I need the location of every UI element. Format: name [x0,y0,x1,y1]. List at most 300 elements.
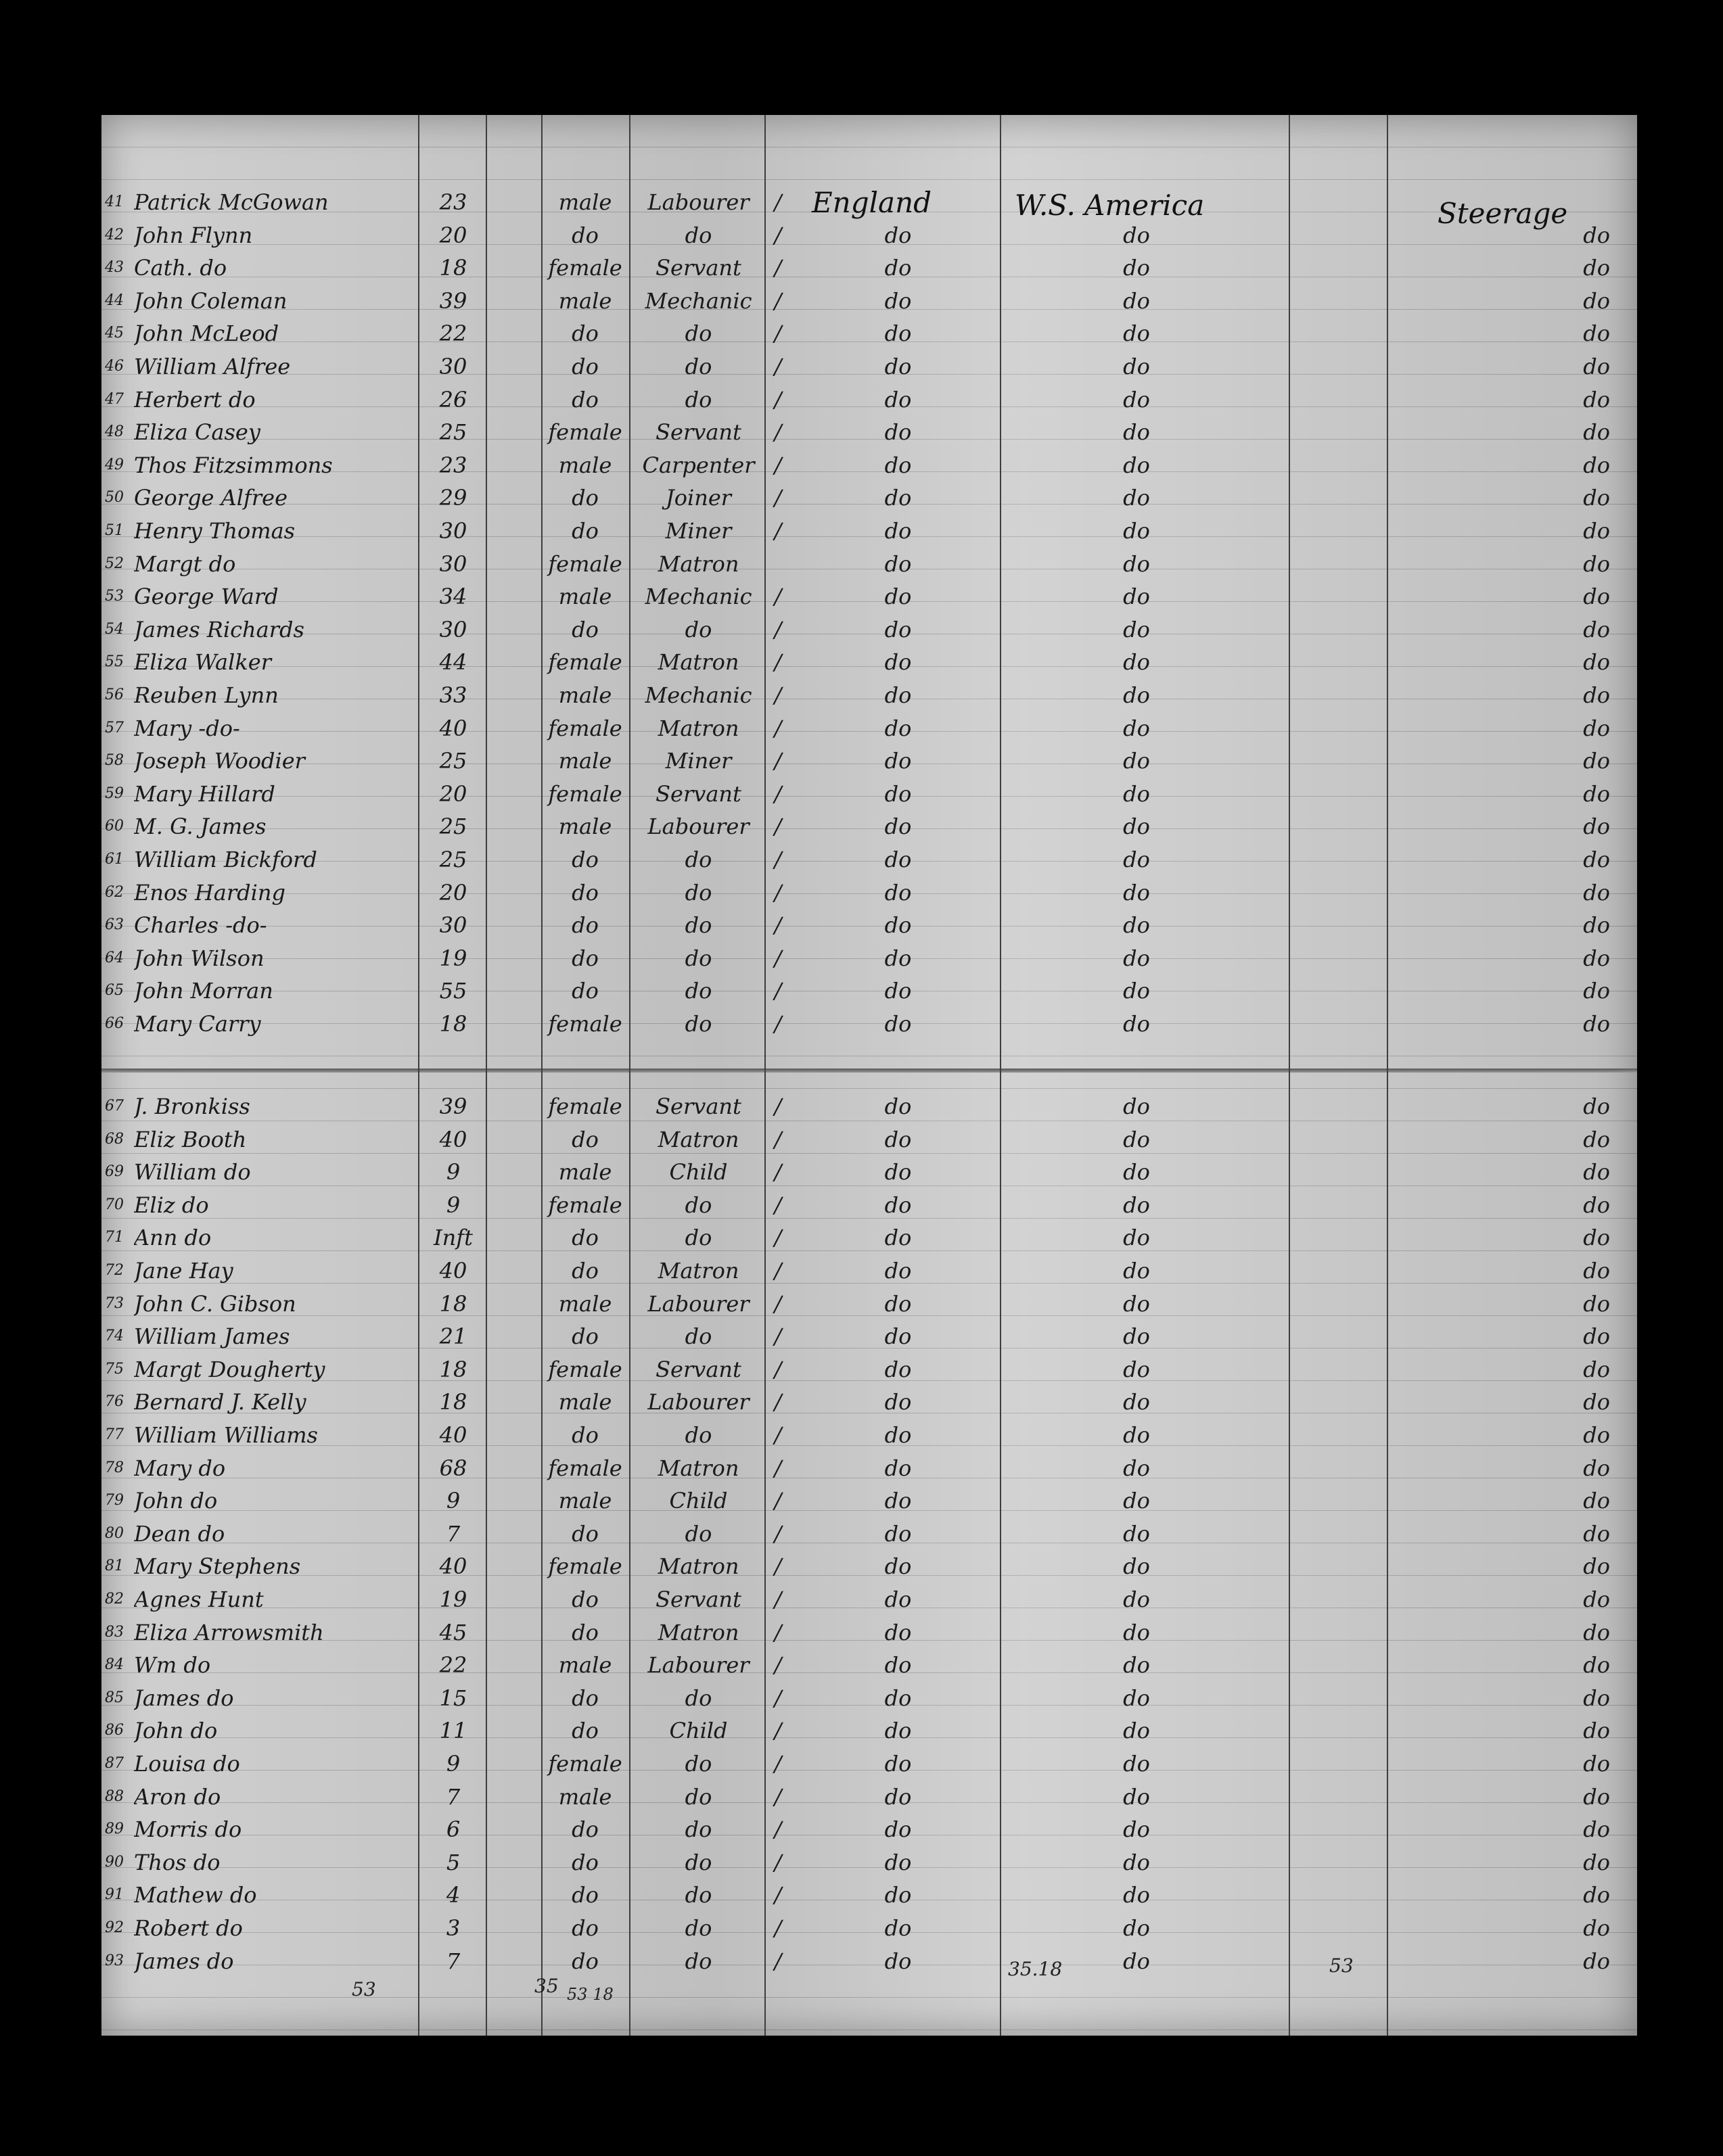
passenger-country: do [884,222,912,248]
passenger-occupation: Labourer [647,1291,750,1317]
passenger-sex: do [572,978,599,1004]
passenger-name: Enos Harding [134,880,285,906]
check-mark: / [774,1718,782,1743]
passenger-occupation: do [685,1225,712,1250]
passenger-age: 30 [439,551,467,577]
passenger-class: do [1583,1685,1610,1711]
passenger-name: John Morran [134,978,273,1004]
passenger-country: do [884,518,912,544]
table-row [0,1090,1723,1123]
passenger-occupation: Matron [658,1620,739,1645]
table-row [0,350,1723,383]
passenger-sex: do [572,1258,599,1284]
row-number: 74 [105,1328,124,1344]
passenger-class: do [1583,1587,1610,1612]
passenger-class: do [1583,814,1610,839]
passenger-destination: do [1123,1553,1150,1579]
row-number: 93 [105,1952,124,1969]
passenger-age: 25 [439,419,467,445]
passenger-destination: do [1123,1094,1150,1119]
passenger-destination: do [1123,387,1150,413]
row-number: 47 [105,391,124,408]
passenger-occupation: Servant [656,255,741,281]
passenger-destination: do [1123,551,1150,577]
check-mark: / [774,419,782,445]
passenger-destination: do [1123,321,1150,346]
passenger-age: 18 [439,1357,467,1382]
table-row [0,1945,1723,1977]
passenger-sex: male [558,288,612,314]
passenger-occupation: do [685,1850,712,1875]
passenger-name: Louisa do [134,1751,240,1777]
table-row [0,1255,1723,1287]
passenger-destination: do [1123,1521,1150,1547]
passenger-sex: male [558,1488,612,1514]
passenger-sex: male [558,1784,612,1810]
passenger-occupation: Miner [665,748,732,774]
table-row [0,1386,1723,1418]
passenger-name: Herbert do [134,387,256,413]
table-row [0,580,1723,613]
passenger-name: John Wilson [134,945,265,971]
passenger-sex: male [558,814,612,839]
row-number: 60 [105,818,124,835]
passenger-destination: do [1123,354,1150,379]
tally-note: 35.18 [1008,1958,1063,1980]
row-number: 91 [105,1886,124,1903]
passenger-name: Joseph Woodier [134,748,305,774]
row-number: 88 [105,1788,124,1805]
check-mark: / [774,584,782,609]
table-row [0,909,1723,941]
passenger-sex: female [548,255,622,281]
passenger-occupation: do [685,978,712,1004]
passenger-sex: do [572,1718,599,1743]
passenger-destination: do [1123,912,1150,938]
passenger-sex: female [548,1357,622,1382]
table-row [0,679,1723,711]
table-row [0,646,1723,678]
passenger-occupation: Servant [656,1094,741,1119]
passenger-destination: do [1123,1817,1150,1842]
passenger-country: do [884,814,912,839]
passenger-country: do [884,1192,912,1218]
table-row [0,942,1723,975]
passenger-age: 18 [439,1011,467,1037]
row-number: 49 [105,456,124,473]
passenger-occupation: do [685,912,712,938]
passenger-occupation: Child [669,1488,728,1514]
table-row [0,745,1723,777]
passenger-class: do [1583,485,1610,511]
passenger-sex: male [558,452,612,478]
passenger-destination: do [1123,1422,1150,1448]
check-mark: / [774,1192,782,1218]
passenger-destination: do [1123,1718,1150,1743]
passenger-destination: do [1123,288,1150,314]
passenger-sex: do [572,1620,599,1645]
passenger-class: do [1583,1948,1610,1974]
check-mark: / [774,1685,782,1711]
table-row [0,810,1723,843]
table-row [0,219,1723,252]
passenger-country: do [884,354,912,379]
passenger-sex: male [558,1291,612,1317]
passenger-occupation: do [685,1323,712,1349]
row-number: 84 [105,1656,124,1673]
passenger-country: do [884,847,912,872]
table-row [0,1550,1723,1583]
passenger-country: do [884,1915,912,1941]
passenger-destination: do [1123,1882,1150,1908]
row-number: 79 [105,1492,124,1509]
passenger-sex: do [572,1685,599,1711]
passenger-country: do [884,1652,912,1678]
passenger-name: Robert do [134,1915,243,1941]
check-mark: / [774,814,782,839]
passenger-name: Margt Dougherty [134,1357,325,1382]
passenger-name: Jane Hay [134,1258,233,1284]
passenger-country: do [884,1323,912,1349]
check-mark: / [774,1291,782,1317]
table-row [0,1616,1723,1649]
row-number: 63 [105,916,124,933]
passenger-age: Inft [434,1225,473,1250]
passenger-occupation: do [685,1915,712,1941]
passenger-class: do [1583,1850,1610,1875]
passenger-destination: do [1123,1011,1150,1037]
passenger-country: do [884,1685,912,1711]
row-number: 77 [105,1426,124,1443]
passenger-class: do [1583,912,1610,938]
passenger-age: 30 [439,617,467,642]
passenger-sex: female [548,1011,622,1037]
table-row [0,975,1723,1007]
passenger-class: do [1583,288,1610,314]
passenger-name: Mary Hillard [134,781,275,807]
row-number: 71 [105,1229,124,1246]
passenger-age: 68 [439,1455,467,1481]
passenger-name: James do [134,1685,234,1711]
passenger-destination: do [1123,716,1150,741]
passenger-occupation: do [685,945,712,971]
row-number: 78 [105,1459,124,1476]
passenger-country: do [884,912,912,938]
passenger-age: 25 [439,748,467,774]
passenger-name: John Coleman [134,288,288,314]
check-mark: / [774,912,782,938]
passenger-country: do [884,978,912,1004]
table-row [0,1879,1723,1911]
passenger-occupation: do [685,321,712,346]
passenger-destination: do [1123,1291,1150,1317]
passenger-sex: do [572,1521,599,1547]
passenger-sex: do [572,1587,599,1612]
passenger-name: Eliza Casey [134,419,260,445]
row-number: 43 [105,259,124,276]
passenger-occupation: Miner [665,518,732,544]
passenger-age: 7 [446,1784,461,1810]
passenger-country: do [884,748,912,774]
passenger-destination: do [1123,1389,1150,1415]
table-row [0,186,1723,218]
passenger-occupation: do [685,617,712,642]
passenger-name: Eliza Walker [134,649,271,675]
passenger-name: John McLeod [134,321,279,346]
passenger-country [802,186,994,218]
passenger-sex: do [572,354,599,379]
passenger-class: do [1583,880,1610,906]
country-header: England [812,186,932,219]
passenger-name: James Richards [134,617,304,642]
row-number: 65 [105,982,124,999]
passenger-class: do [1583,748,1610,774]
passenger-occupation: Matron [658,551,739,577]
passenger-age: 30 [439,518,467,544]
passenger-destination: do [1123,1948,1150,1974]
passenger-class: do [1583,551,1610,577]
passenger-destination: do [1123,1455,1150,1481]
check-mark: / [774,1620,782,1645]
check-mark: / [774,1784,782,1810]
check-mark: / [774,945,782,971]
passenger-class: do [1583,419,1610,445]
passenger-sex: do [572,847,599,872]
passenger-destination: do [1123,1192,1150,1218]
passenger-class: do [1583,1159,1610,1185]
check-mark: / [774,649,782,675]
passenger-name: Mary Carry [134,1011,261,1037]
passenger-age: 3 [446,1915,461,1941]
passenger-name: Thos do [134,1850,221,1875]
passenger-age: 40 [439,1422,467,1448]
passenger-sex: female [548,649,622,675]
passenger-name: Mary do [134,1455,226,1481]
table-row [0,1221,1723,1254]
passenger-class: do [1583,518,1610,544]
passenger-country: do [884,682,912,708]
passenger-name: Aron do [134,1784,221,1810]
passenger-sex: do [572,321,599,346]
passenger-destination: do [1123,1488,1150,1514]
passenger-occupation: do [685,222,712,248]
row-number: 92 [105,1919,124,1936]
passenger-name: Eliz do [134,1192,209,1218]
passenger-occupation: do [685,1948,712,1974]
passenger-occupation: do [685,1685,712,1711]
row-number: 82 [105,1591,124,1608]
passenger-destination: do [1123,1323,1150,1349]
passenger-class: do [1583,255,1610,281]
table-row [0,1320,1723,1353]
passenger-country: do [884,781,912,807]
passenger-class: do [1583,1422,1610,1448]
passenger-age: 40 [439,1127,467,1152]
passenger-occupation: do [685,1751,712,1777]
passenger-country: do [884,880,912,906]
passenger-name: Mathew do [134,1882,257,1908]
passenger-name: John do [134,1718,218,1743]
passenger-class: do [1583,1553,1610,1579]
check-mark: / [774,1455,782,1481]
passenger-sex: male [558,748,612,774]
passenger-class: do [1583,1323,1610,1349]
passenger-class: do [1583,1357,1610,1382]
passenger-destination: do [1123,1751,1150,1777]
row-number: 72 [105,1262,124,1279]
table-row [0,482,1723,514]
table-row [0,712,1723,745]
passenger-name: Eliza Arrowsmith [134,1620,324,1645]
table-row [0,1813,1723,1846]
passenger-age: 23 [439,452,467,478]
passenger-age: 22 [439,321,467,346]
check-mark: / [774,1521,782,1547]
passenger-class: do [1583,1718,1610,1743]
passenger-age: 11 [439,1718,467,1743]
passenger-sex: male [558,682,612,708]
passenger-sex: do [572,617,599,642]
passenger-class: do [1583,978,1610,1004]
row-number: 58 [105,752,124,769]
passenger-age: 20 [439,781,467,807]
passenger-class: do [1583,1915,1610,1941]
passenger-sex: do [572,1948,599,1974]
row-number: 46 [105,358,124,375]
passenger-occupation: Child [669,1718,728,1743]
check-mark: / [774,1882,782,1908]
table-row [0,1583,1723,1616]
passenger-country: do [884,649,912,675]
check-mark: / [774,255,782,281]
table-row [0,1781,1723,1813]
table-row [0,1748,1723,1780]
row-number: 85 [105,1689,124,1706]
row-number: 57 [105,720,124,736]
check-mark: / [774,452,782,478]
table-row [0,1189,1723,1221]
passenger-country: do [884,1718,912,1743]
passenger-destination: do [1123,781,1150,807]
tally-note: 53 [352,1978,376,2000]
check-mark: / [774,1948,782,1974]
passenger-country: do [884,1850,912,1875]
passenger-sex: female [548,716,622,741]
passenger-destination: do [1123,847,1150,872]
passenger-class: do [1583,1291,1610,1317]
passenger-name: Mary -do- [134,716,240,741]
table-row [0,548,1723,580]
passenger-name: George Ward [134,584,279,609]
passenger-destination: do [1123,518,1150,544]
passenger-age: 15 [439,1685,467,1711]
row-number: 64 [105,950,124,966]
row-number: 59 [105,785,124,802]
passenger-age: 34 [439,584,467,609]
passenger-destination: do [1123,1915,1150,1941]
passenger-class: do [1583,847,1610,872]
passenger-age: 18 [439,1389,467,1415]
passenger-country: do [884,1587,912,1612]
check-mark: / [774,1817,782,1842]
check-mark: / [774,1011,782,1037]
passenger-country: do [884,1127,912,1152]
passenger-occupation: do [685,1882,712,1908]
row-number: 89 [105,1821,124,1837]
passenger-age: 7 [446,1521,461,1547]
passenger-occupation: Mechanic [645,288,752,314]
passenger-country: do [884,1455,912,1481]
passenger-age: 5 [446,1850,461,1875]
passenger-destination: do [1123,584,1150,609]
passenger-country: do [884,617,912,642]
row-number: 73 [105,1295,124,1312]
passenger-name: Eliz Booth [134,1127,247,1152]
passenger-country: do [884,584,912,609]
passenger-occupation: Mechanic [645,584,752,609]
check-mark: / [774,1422,782,1448]
row-number: 67 [105,1098,124,1115]
row-number: 44 [105,292,124,309]
passenger-age: 45 [439,1620,467,1645]
check-mark: / [774,617,782,642]
passenger-class: do [1583,649,1610,675]
passenger-destination: do [1123,880,1150,906]
row-number: 45 [105,325,124,342]
passenger-name: Charles -do- [134,912,267,938]
passenger-destination: do [1123,1587,1150,1612]
passenger-occupation: Matron [658,1127,739,1152]
passenger-country: do [884,452,912,478]
table-row [0,515,1723,547]
passenger-age: 23 [439,189,467,215]
passenger-country: do [884,1422,912,1448]
passenger-occupation: Servant [656,419,741,445]
row-number: 54 [105,621,124,638]
passenger-occupation: Matron [658,1553,739,1579]
passenger-destination: do [1123,419,1150,445]
passenger-name: Thos Fitzsimmons [134,452,333,478]
passenger-country: do [884,1094,912,1119]
passenger-class: do [1583,716,1610,741]
passenger-destination: do [1123,1784,1150,1810]
passenger-sex: do [572,1323,599,1349]
passenger-age: 21 [439,1323,467,1349]
passenger-occupation: do [685,1192,712,1218]
passenger-sex: do [572,1225,599,1250]
passenger-sex: do [572,485,599,511]
passenger-class: do [1583,387,1610,413]
passenger-country: do [884,1553,912,1579]
passenger-name: J. Bronkiss [134,1094,250,1119]
passenger-country: do [884,716,912,741]
passenger-country: do [884,255,912,281]
passenger-sex: do [572,1882,599,1908]
passenger-age: 30 [439,912,467,938]
class-header: Steerage [1438,197,1568,230]
passenger-destination: do [1123,452,1150,478]
passenger-class: do [1583,1258,1610,1284]
passenger-occupation: Mechanic [645,682,752,708]
passenger-age: 18 [439,255,467,281]
row-number: 50 [105,489,124,506]
check-mark: / [774,321,782,346]
passenger-class: do [1583,1620,1610,1645]
passenger-sex: do [572,912,599,938]
check-mark [764,548,791,580]
tally-note: 53 [1329,1954,1354,1977]
passenger-destination: do [1123,1127,1150,1152]
